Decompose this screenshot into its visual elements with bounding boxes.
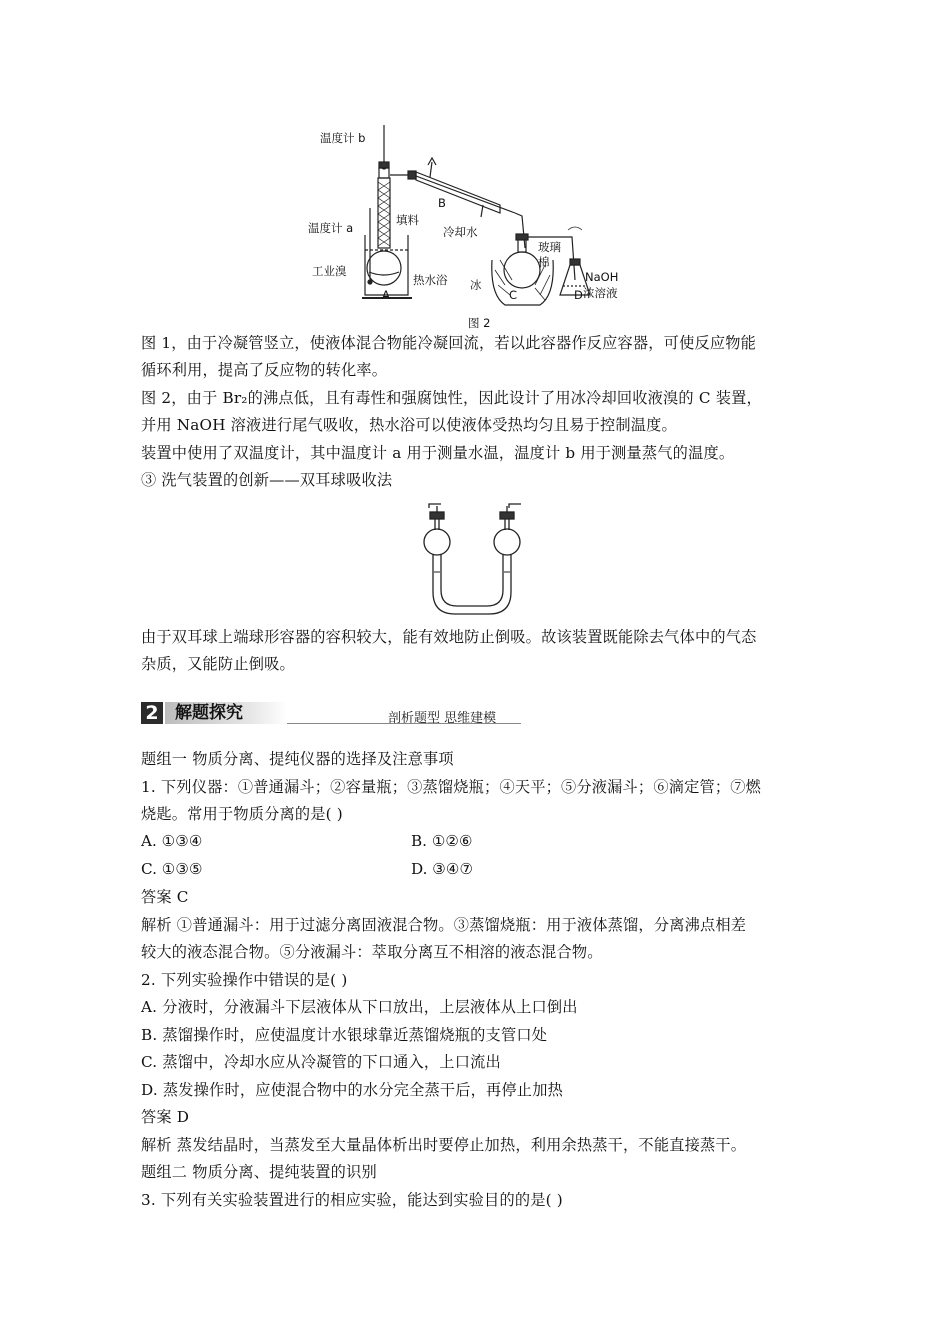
section-title: 解题探究 — [175, 703, 243, 723]
question-1-stem: 1. 下列仪器：①普通漏斗；②容量瓶；③蒸馏烧瓶；④天平；⑤分液漏斗；⑥滴定管；⑦燃 — [141, 778, 762, 796]
label-thermometer-a: 温度计 a — [308, 221, 354, 235]
label-a: A — [382, 288, 390, 302]
group-title: 题组一 物质分离、提纯仪器的选择及注意事项 — [141, 750, 454, 768]
figure-2-apparatus — [300, 120, 680, 335]
paragraph-line: 杂质，又能防止倒吸。 — [141, 655, 295, 673]
paragraph-line: 由于双耳球上端球形容器的容积较大，能有效地防止倒吸。故该装置既能除去气体中的气态 — [141, 628, 757, 646]
section-subtitle: 剖析题型 思维建模 — [388, 711, 497, 726]
q1-answer: 答案 C — [141, 888, 189, 906]
label-outlet-b: B — [438, 196, 446, 210]
label-packing: 填料 — [396, 213, 419, 227]
q2-option-b: B. 蒸馏操作时，应使温度计水银球靠近蒸馏烧瓶的支管口处 — [141, 1026, 548, 1044]
paragraph-line: 图 2，由于 Br₂的沸点低，且有毒性和强腐蚀性，因此设计了用冰冷却回收液溴的 C 装置， — [141, 389, 762, 407]
q1-analysis: 解析 ①普通漏斗：用于过滤分离固液混合物。③蒸馏烧瓶：用于液体蒸馏，分离沸点相差 — [141, 916, 747, 934]
section-banner — [141, 699, 521, 729]
label-naoh: NaOH — [585, 270, 619, 284]
q1-option-c: C. ①③⑤ — [141, 860, 203, 878]
label-d: D — [574, 288, 583, 302]
q2-option-d: D. 蒸发操作时，应使混合物中的水分完全蒸干后，再停止加热 — [141, 1081, 563, 1099]
section-number: 2 — [141, 702, 163, 724]
u-tube-drawing — [415, 502, 535, 622]
q1-option-b: B. ①②⑥ — [411, 832, 473, 850]
q1-option-d: D. ③④⑦ — [411, 860, 474, 878]
q2-analysis: 解析 蒸发结晶时，当蒸发至大量晶体析出时要停止加热，利用余热蒸干，不能直接蒸干。 — [141, 1136, 747, 1154]
label-c: C — [509, 288, 518, 302]
q1-option-a: A. ①③④ — [141, 832, 203, 850]
apparatus-drawing — [300, 120, 680, 335]
paragraph-line: 循环利用，提高了反应物的转化率。 — [141, 361, 388, 379]
label-conc-solution: 浓溶液 — [583, 286, 618, 300]
figure-caption: 图 2 — [468, 316, 491, 330]
paragraph-line: 图 1，由于冷凝管竖立，使液体混合物能冷凝回流，若以此容器作反应容器，可使反应物能 — [141, 334, 757, 352]
label-glass-wool: 玻璃棉 — [538, 240, 561, 269]
paragraph-line: ③ 洗气装置的创新——双耳球吸收法 — [141, 471, 393, 489]
question-3-stem: 3. 下列有关实验装置进行的相应实验，能达到实验目的的是( ) — [141, 1191, 563, 1209]
q2-option-c: C. 蒸馏中，冷却水应从冷凝管的下口通入，上口流出 — [141, 1053, 501, 1071]
paragraph-line: 并用 NaOH 溶液进行尾气吸收，热水浴可以使液体受热均匀且易于控制温度。 — [141, 416, 677, 434]
label-industrial-bromine: 工业溴 — [312, 264, 347, 278]
group-title: 题组二 物质分离、提纯装置的识别 — [141, 1163, 377, 1181]
question-1-stem: 烧匙。常用于物质分离的是( ) — [141, 805, 343, 823]
question-2-stem: 2. 下列实验操作中错误的是( ) — [141, 971, 348, 989]
label-cooling-water: 冷却水 — [443, 225, 478, 239]
label-hot-water-bath: 热水浴 — [413, 273, 448, 287]
q2-option-a: A. 分液时，分液漏斗下层液体从下口放出，上层液体从上口倒出 — [141, 998, 578, 1016]
paragraph-line: 装置中使用了双温度计，其中温度计 a 用于测量水温，温度计 b 用于测量蒸气的温度。 — [141, 444, 735, 462]
double-ear-bulb-u-tube — [415, 502, 535, 622]
q2-answer: 答案 D — [141, 1108, 190, 1126]
label-thermometer-b: 温度计 b — [320, 131, 366, 145]
q1-analysis: 较大的液态混合物。⑤分液漏斗：萃取分离互不相溶的液态混合物。 — [141, 943, 603, 961]
label-ice: 冰 — [470, 278, 482, 292]
